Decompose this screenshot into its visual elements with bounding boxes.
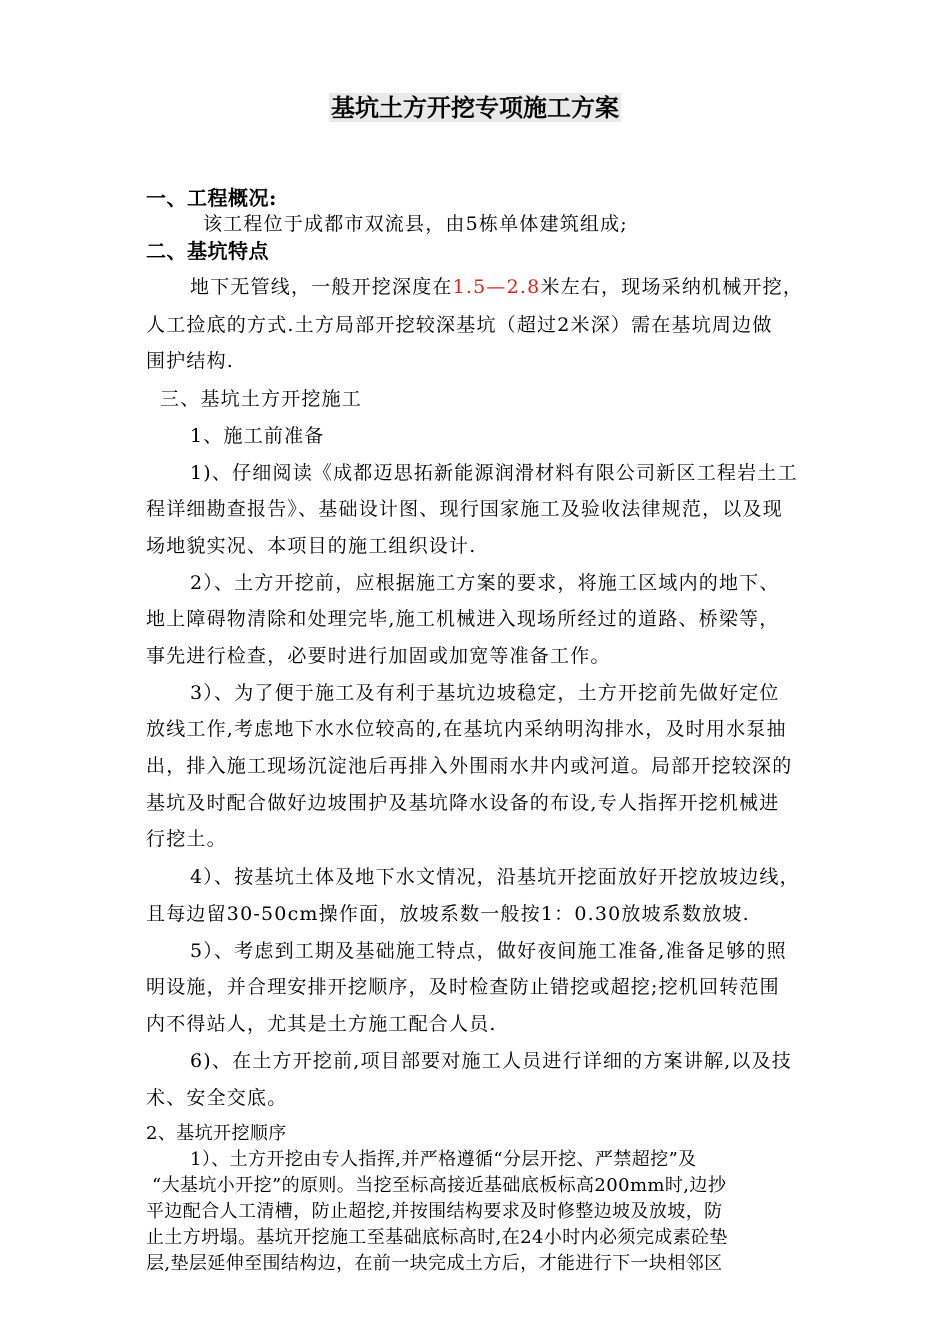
item7-line-2: “大基坑小开挖”的原则。当挖至标高接近基础底板标高200mm时,边抄 xyxy=(152,1175,727,1196)
features-line-1: 地下无管线，一般开挖深度在1.5—2.8米左右，现场采纳机械开挖， xyxy=(190,276,804,298)
section-heading-features: 二、基坑特点 xyxy=(146,239,269,263)
item4-line-2: 且每边留30-50cm操作面，放坡系数一般按1：0.30放坡系数放坡. xyxy=(146,903,750,925)
item1-line-1: 1)、仔细阅读《成都迈思拓新能源润滑材料有限公司新区工程岩土工 xyxy=(190,462,798,484)
subheading-sequence: 2、基坑开挖顺序 xyxy=(146,1123,287,1144)
features-line-2: 人工捡底的方式.土方局部开挖较深基坑（超过2米深）需在基坑周边做 xyxy=(146,314,773,336)
item6-line-1: 6)、在土方开挖前,项目部要对施工人员进行详细的方案讲解,以及技 xyxy=(190,1050,792,1072)
item3-line-2: 放线工作,考虑地下水水位较高的,在基坑内采纳明沟排水，及时用水泵抽 xyxy=(146,718,787,740)
title-text: 基坑土方开挖专项施工方案 xyxy=(331,93,619,122)
subheading-preparation: 1、施工前准备 xyxy=(190,425,325,447)
overview-text: 该工程位于成都市双流县，由5栋单体建筑组成; xyxy=(203,213,628,235)
item3-line-5: 行挖土。 xyxy=(146,828,227,850)
item2-line-2: 地上障碍物清除和处理完毕,施工机械进入现场所经过的道路、桥梁等， xyxy=(146,608,780,630)
features-line-3: 围护结构. xyxy=(146,350,235,372)
item4-line-1: 4）、按基坑土体及地下水文情况，沿基坑开挖面放好开挖放坡边线， xyxy=(190,866,800,888)
item5-line-3: 内不得站人，尤其是土方施工配合人员. xyxy=(146,1013,497,1035)
item5-line-2: 明设施，并合理安排开挖顺序，及时检查防止错挖或超挖;挖机回转范围 xyxy=(146,976,780,998)
item7-line-3: 平边配合人工清槽，防止超挖,并按围结构要求及时修整边坡及放坡，防 xyxy=(146,1201,723,1222)
item7-line-1: 1）、土方开挖由专人指挥,并严格遵循“分层开挖、严禁超挖”及 xyxy=(190,1149,697,1170)
item3-line-1: 3）、为了便于施工及有利于基坑边坡稳定，土方开挖前先做好定位 xyxy=(190,682,780,704)
item6-line-2: 术、安全交底。 xyxy=(146,1087,288,1109)
item1-line-3: 场地貌实况、本项目的施工组织设计. xyxy=(146,535,477,557)
section-heading-overview: 一、工程概况: xyxy=(146,186,277,210)
item3-line-3: 出，排入施工现场沉淀池后再排入外围雨水井内或河道。局部开挖较深的 xyxy=(146,755,793,777)
depth-range: 1.5—2.8 xyxy=(452,276,541,298)
item2-line-1: 2）、土方开挖前，应根据施工方案的要求，将施工区域内的地下、 xyxy=(190,572,780,594)
item1-line-2: 程详细勘查报告》、基础设计图、现行国家施工及验收法律规范，以及现 xyxy=(146,498,783,520)
item5-line-1: 5）、考虑到工期及基础施工特点，做好夜间施工准备,准备足够的照 xyxy=(190,940,787,962)
document-title xyxy=(0,88,950,123)
section-heading-excavation: 三、基坑土方开挖施工 xyxy=(160,388,363,410)
item2-line-3: 事先进行检查，必要时进行加固或加宽等准备工作。 xyxy=(146,645,611,667)
item7-line-4: 止土方坍塌。基坑开挖施工至基础底标高时,在24小时内必须完成素砼垫 xyxy=(146,1227,728,1248)
item7-line-5: 层,垫层延伸至围结构边，在前一块完成土方后，才能进行下一块相邻区 xyxy=(146,1253,723,1274)
item3-line-4: 基坑及时配合做好边坡围护及基坑降水设备的布设,专人指挥开挖机械进 xyxy=(146,792,780,814)
